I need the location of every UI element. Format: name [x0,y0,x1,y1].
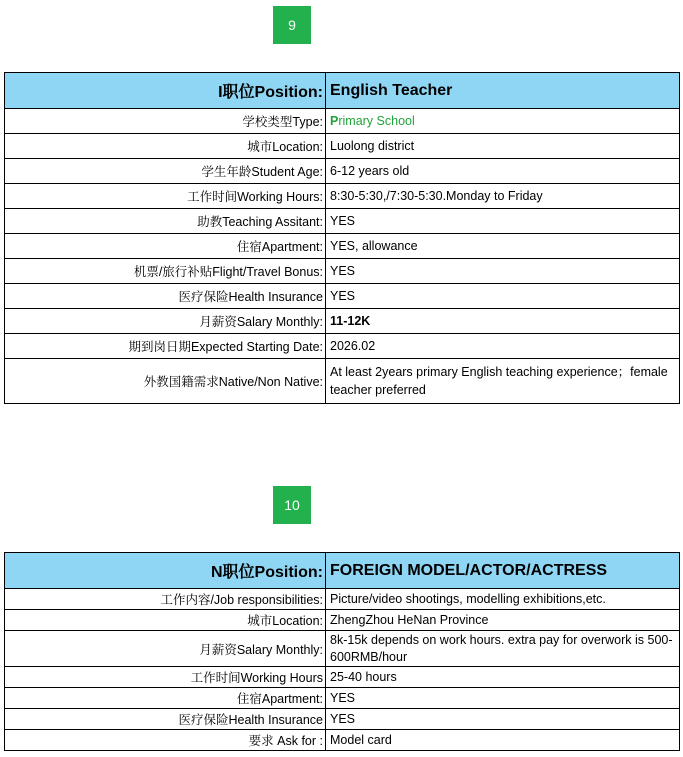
row-label: 月薪资Salary Monthly: [5,631,326,667]
position-value: FOREIGN MODEL/ACTOR/ACTRESS [326,553,680,589]
table-row [5,284,680,309]
row-value: 6-12 years old [326,159,680,184]
table-row [5,184,680,209]
job-table [4,552,680,751]
table-row [5,730,680,751]
table-row [5,109,680,134]
position-label: I职位Position: [5,73,326,109]
row-label: 城市Location: [5,610,326,631]
row-label: 助教Teaching Assitant: [5,209,326,234]
row-label: 机票/旅行补贴Flight/Travel Bonus: [5,259,326,284]
row-value: Model card [326,730,680,751]
table-row [5,359,680,404]
row-label: 城市Location: [5,134,326,159]
row-value: YES, allowance [326,234,680,259]
row-label: 期到岗日期Expected Starting Date: [5,334,326,359]
row-value: YES [326,688,680,709]
row-label: 月薪资Salary Monthly: [5,309,326,334]
job-table [4,72,680,404]
table-row [5,309,680,334]
table-row [5,234,680,259]
position-header-row [5,73,680,109]
table-row [5,209,680,234]
row-label: 医疗保险Health Insurance [5,709,326,730]
row-label: 外教国籍需求Native/Non Native: [5,359,326,404]
table-row [5,589,680,610]
row-label: 学校类型Type: [5,109,326,134]
job-number-badge: 9 [273,6,311,44]
row-value: 11-12K [326,309,680,334]
table-row [5,709,680,730]
row-value: ZhengZhou HeNan Province [326,610,680,631]
table-row [5,159,680,184]
position-value: English Teacher [326,73,680,109]
row-value: 2026.02 [326,334,680,359]
row-value: 8k-15k depends on work hours. extra pay for overwork is 500-600RMB/hour [326,631,680,667]
table-row [5,259,680,284]
table-row [5,610,680,631]
row-label: 工作内容/Job responsibilities: [5,589,326,610]
table-row [5,134,680,159]
row-value: Luolong district [326,134,680,159]
row-value: At least 2years primary English teaching experience；female teacher preferred [326,359,680,404]
table-row [5,334,680,359]
row-value: Primary School [326,109,680,134]
row-label: 工作时间Working Hours: [5,184,326,209]
row-value: YES [326,284,680,309]
row-value: YES [326,709,680,730]
position-label: N职位Position: [5,553,326,589]
table-row [5,631,680,667]
row-label: 医疗保险Health Insurance [5,284,326,309]
row-value: YES [326,259,680,284]
row-value: Picture/video shootings, modelling exhibitions,etc. [326,589,680,610]
table-row [5,667,680,688]
row-label: 住宿Apartment: [5,688,326,709]
position-header-row [5,553,680,589]
row-label: 要求 Ask for : [5,730,326,751]
row-value: 25-40 hours [326,667,680,688]
row-value: 8:30-5:30,/7:30-5:30.Monday to Friday [326,184,680,209]
row-label: 住宿Apartment: [5,234,326,259]
row-value: YES [326,209,680,234]
row-label: 工作时间Working Hours [5,667,326,688]
job-number-badge: 10 [273,486,311,524]
row-label: 学生年龄Student Age: [5,159,326,184]
table-row [5,688,680,709]
